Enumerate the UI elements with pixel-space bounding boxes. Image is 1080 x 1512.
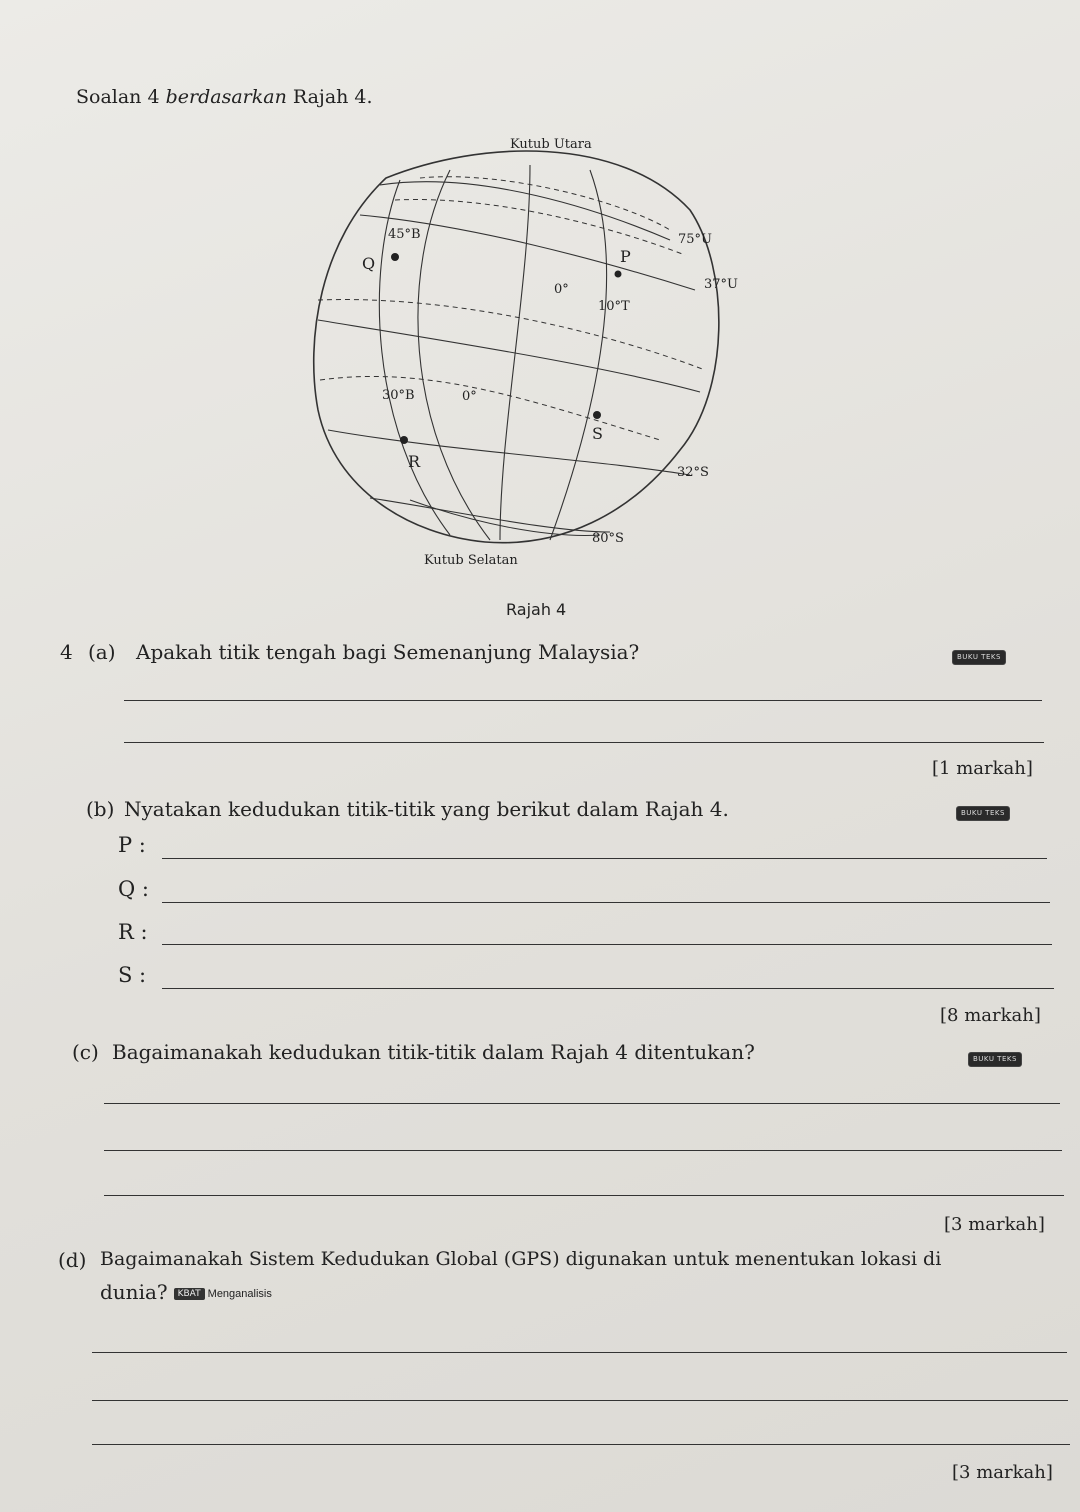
marks-a: [1 markah] xyxy=(932,758,1033,779)
answer-line-s[interactable] xyxy=(162,988,1054,989)
item-r-label: R : xyxy=(118,920,148,944)
label-37U: 37°U xyxy=(704,277,738,292)
item-s-label: S : xyxy=(118,963,147,987)
parallel-dashed-3 xyxy=(318,300,705,370)
parallel-dashed-1 xyxy=(420,177,670,230)
label-75U: 75°U xyxy=(678,232,712,247)
label-point-s: S xyxy=(592,424,603,443)
marks-c: [3 markah] xyxy=(944,1214,1045,1235)
answer-line-a-2[interactable] xyxy=(124,742,1044,743)
latitude-32S xyxy=(328,430,690,475)
question-b-text: Nyatakan kedudukan titik-titik yang berikut dalam Rajah 4. xyxy=(124,797,729,821)
question-c-text: Bagaimanakah kedudukan titik-titik dalam Rajah 4 ditentukan? xyxy=(112,1040,755,1064)
marks-b: [8 markah] xyxy=(940,1005,1041,1026)
answer-line-d-1[interactable] xyxy=(92,1352,1067,1353)
label-point-r: R xyxy=(408,452,421,471)
answer-line-r[interactable] xyxy=(162,944,1052,945)
label-south-pole: Kutub Selatan xyxy=(424,553,518,568)
buku-teks-badge-a: BUKU TEKS xyxy=(952,650,1006,665)
question-d-text-line2: dunia? xyxy=(100,1280,168,1304)
question-a-text: Apakah titik tengah bagi Semenanjung Malaysia? xyxy=(136,640,640,664)
answer-line-c-3[interactable] xyxy=(104,1195,1064,1196)
label-10T: 10°T xyxy=(598,299,630,314)
question-d-text-line1: Bagaimanakah Sistem Kedudukan Global (GPS) digunakan untuk menentukan lokasi di xyxy=(100,1248,942,1270)
label-32S: 32°S xyxy=(677,465,709,480)
label-north-pole: Kutub Utara xyxy=(510,137,592,152)
globe-svg xyxy=(300,130,780,575)
answer-line-a-1[interactable] xyxy=(124,700,1042,701)
intro-text: Soalan 4 berdasarkan Rajah 4. xyxy=(76,86,373,108)
item-q-label: Q : xyxy=(118,877,149,901)
marks-d: [3 markah] xyxy=(952,1462,1053,1483)
question-c-label: (c) xyxy=(72,1040,99,1064)
label-0-eq: 0° xyxy=(462,389,477,404)
point-q-dot xyxy=(391,253,399,261)
meridian-0 xyxy=(500,165,530,540)
label-0-top: 0° xyxy=(554,282,569,297)
figure-caption: Rajah 4 xyxy=(506,600,567,619)
meridian-30B xyxy=(418,170,490,540)
parallel-dashed-4 xyxy=(320,376,660,440)
label-30B: 30°B xyxy=(382,388,415,403)
point-r-dot xyxy=(400,436,408,444)
kbat-badge: KBAT xyxy=(174,1288,205,1300)
label-point-p: P xyxy=(620,247,631,266)
buku-teks-badge-b: BUKU TEKS xyxy=(956,806,1010,821)
buku-teks-badge-c: BUKU TEKS xyxy=(968,1052,1022,1067)
item-p-label: P : xyxy=(118,833,146,857)
meridian-10T xyxy=(550,170,607,540)
latitude-80S xyxy=(370,498,610,532)
answer-line-q[interactable] xyxy=(162,902,1050,903)
question-b-label: (b) xyxy=(86,797,115,821)
point-s-dot xyxy=(593,411,601,419)
label-45B: 45°B xyxy=(388,227,421,242)
label-point-q: Q xyxy=(362,254,376,273)
latitude-equator xyxy=(318,320,700,392)
latitude-75U xyxy=(380,182,670,240)
globe-diagram xyxy=(300,130,780,575)
question-d-label: (d) xyxy=(58,1248,87,1272)
kbat-subtitle: Menganalisis xyxy=(207,1287,272,1300)
question-a-number: 4 xyxy=(60,640,73,664)
label-80S: 80°S xyxy=(592,531,624,546)
question-d-text-line2-wrap xyxy=(100,1280,272,1304)
answer-line-d-3[interactable] xyxy=(92,1444,1070,1445)
answer-line-d-2[interactable] xyxy=(92,1400,1068,1401)
answer-line-c-2[interactable] xyxy=(104,1150,1062,1151)
answer-line-c-1[interactable] xyxy=(104,1103,1060,1104)
question-a-label: (a) xyxy=(88,640,116,664)
point-p-dot xyxy=(615,271,622,278)
answer-line-p[interactable] xyxy=(162,858,1047,859)
